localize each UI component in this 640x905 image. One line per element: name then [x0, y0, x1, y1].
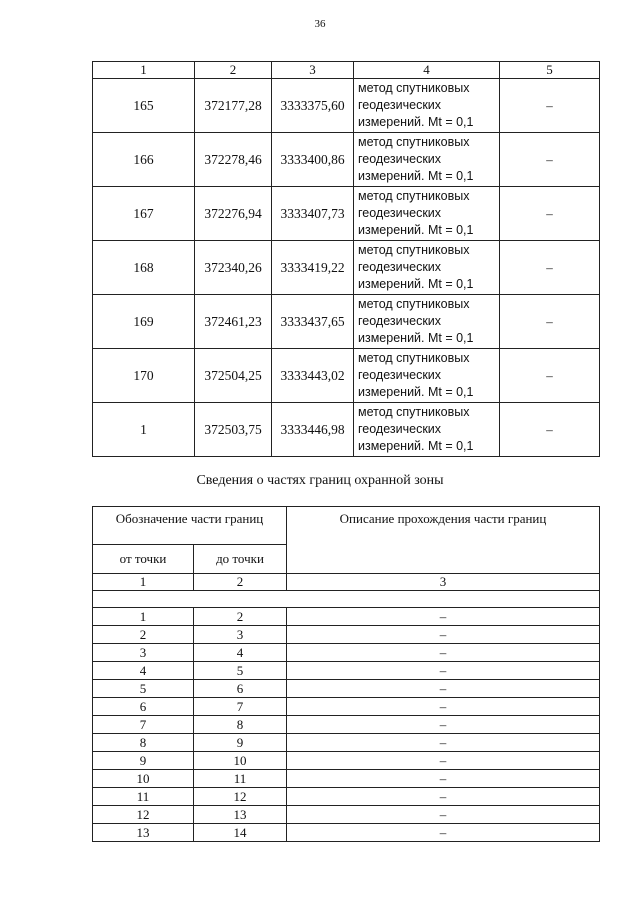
part-description: – [287, 770, 600, 788]
to-point: 7 [194, 698, 287, 716]
note-cell: – [500, 295, 600, 349]
boundary-part-row [93, 644, 600, 662]
boundary-part-row [93, 608, 600, 626]
coordinate-row [93, 403, 600, 457]
coordinate-x: 372340,26 [195, 241, 272, 295]
note-cell: – [500, 403, 600, 457]
coordinate-row [93, 349, 600, 403]
point-number: 170 [93, 349, 195, 403]
coordinate-y: 3333375,60 [272, 79, 354, 133]
method-line: метод спутниковых [358, 405, 470, 419]
designation-header: Обозначение части границ [93, 507, 287, 545]
measurement-method [354, 79, 500, 133]
method-line: измерений. Mt = 0,1 [358, 439, 474, 453]
measurement-method [354, 241, 500, 295]
coordinate-y: 3333419,22 [272, 241, 354, 295]
method-line: измерений. Mt = 0,1 [358, 277, 474, 291]
boundary-part-row [93, 680, 600, 698]
to-point: 2 [194, 608, 287, 626]
page-number: 36 [314, 18, 326, 30]
coordinate-x: 372177,28 [195, 79, 272, 133]
coordinate-row [93, 133, 600, 187]
point-number: 165 [93, 79, 195, 133]
from-point: 5 [93, 680, 194, 698]
from-point-header: от точки [93, 545, 194, 574]
to-point: 13 [194, 806, 287, 824]
boundary-part-row [93, 698, 600, 716]
blank-cell [93, 591, 600, 608]
method-line: метод спутниковых [358, 351, 470, 365]
boundary-parts-table [92, 506, 600, 842]
to-point: 9 [194, 734, 287, 752]
part-description: – [287, 698, 600, 716]
coordinate-x: 372504,25 [195, 349, 272, 403]
to-point: 11 [194, 770, 287, 788]
method-line: измерений. Mt = 0,1 [358, 331, 474, 345]
coordinate-row [93, 295, 600, 349]
coordinate-y: 3333443,02 [272, 349, 354, 403]
from-point: 13 [93, 824, 194, 842]
from-point: 4 [93, 662, 194, 680]
boundary-part-row [93, 752, 600, 770]
coordinate-x: 372276,94 [195, 187, 272, 241]
measurement-method [354, 187, 500, 241]
coordinate-y: 3333400,86 [272, 133, 354, 187]
from-point: 11 [93, 788, 194, 806]
method-line: измерений. Mt = 0,1 [358, 385, 474, 399]
note-cell: – [500, 79, 600, 133]
from-point: 7 [93, 716, 194, 734]
to-point: 6 [194, 680, 287, 698]
from-point: 6 [93, 698, 194, 716]
part-description: – [287, 788, 600, 806]
note-cell: – [500, 349, 600, 403]
boundary-part-row [93, 770, 600, 788]
measurement-method [354, 295, 500, 349]
boundary-part-row [93, 824, 600, 842]
method-line: измерений. Mt = 0,1 [358, 115, 474, 129]
part-description: – [287, 752, 600, 770]
note-cell: – [500, 187, 600, 241]
from-point: 2 [93, 626, 194, 644]
method-line: метод спутниковых [358, 243, 470, 257]
part-description: – [287, 806, 600, 824]
method-line: измерений. Mt = 0,1 [358, 223, 474, 237]
column-number-header: 2 [194, 574, 287, 591]
boundary-part-row [93, 734, 600, 752]
boundary-part-row [93, 788, 600, 806]
description-header: Описание прохождения части границ [287, 507, 600, 574]
note-cell: – [500, 133, 600, 187]
from-point: 8 [93, 734, 194, 752]
to-point: 14 [194, 824, 287, 842]
method-line: метод спутниковых [358, 81, 470, 95]
column-number-header: 1 [93, 62, 195, 79]
boundary-part-row [93, 626, 600, 644]
boundary-part-row [93, 716, 600, 734]
note-cell: – [500, 241, 600, 295]
to-point: 5 [194, 662, 287, 680]
column-number-header: 1 [93, 574, 194, 591]
coordinate-row [93, 241, 600, 295]
part-description: – [287, 680, 600, 698]
from-point: 3 [93, 644, 194, 662]
column-number-header: 3 [272, 62, 354, 79]
coordinates-header-row [93, 62, 600, 79]
measurement-method [354, 403, 500, 457]
part-description: – [287, 824, 600, 842]
from-point: 10 [93, 770, 194, 788]
method-line: геодезических [358, 98, 442, 112]
method-line: геодезических [358, 152, 442, 166]
method-line: геодезических [358, 260, 442, 274]
method-line: метод спутниковых [358, 297, 470, 311]
from-point: 9 [93, 752, 194, 770]
method-line: метод спутниковых [358, 189, 470, 203]
to-point: 8 [194, 716, 287, 734]
part-description: – [287, 716, 600, 734]
column-number-header: 3 [287, 574, 600, 591]
method-line: геодезических [358, 422, 442, 436]
measurement-method [354, 349, 500, 403]
coordinate-y: 3333407,73 [272, 187, 354, 241]
boundary-part-row [93, 662, 600, 680]
part-description: – [287, 662, 600, 680]
from-point: 12 [93, 806, 194, 824]
coordinate-x: 372278,46 [195, 133, 272, 187]
coordinates-table [92, 61, 600, 457]
coordinate-x: 372461,23 [195, 295, 272, 349]
section-title: Сведения о частях границ охранной зоны [196, 473, 444, 488]
part-description: – [287, 644, 600, 662]
to-point: 3 [194, 626, 287, 644]
from-point: 1 [93, 608, 194, 626]
method-line: метод спутниковых [358, 135, 470, 149]
coordinate-row [93, 187, 600, 241]
column-number-header: 4 [354, 62, 500, 79]
method-line: геодезических [358, 314, 442, 328]
column-number-header: 5 [500, 62, 600, 79]
method-line: геодезических [358, 368, 442, 382]
coordinate-y: 3333446,98 [272, 403, 354, 457]
point-number: 1 [93, 403, 195, 457]
point-number: 168 [93, 241, 195, 295]
to-point: 12 [194, 788, 287, 806]
coordinate-row [93, 79, 600, 133]
blank-row [93, 591, 600, 608]
to-point: 4 [194, 644, 287, 662]
method-line: геодезических [358, 206, 442, 220]
point-number: 169 [93, 295, 195, 349]
point-number: 166 [93, 133, 195, 187]
column-number-header: 2 [195, 62, 272, 79]
part-description: – [287, 734, 600, 752]
coordinate-y: 3333437,65 [272, 295, 354, 349]
part-description: – [287, 626, 600, 644]
measurement-method [354, 133, 500, 187]
part-description: – [287, 608, 600, 626]
to-point: 10 [194, 752, 287, 770]
to-point-header: до точки [194, 545, 287, 574]
method-line: измерений. Mt = 0,1 [358, 169, 474, 183]
boundary-part-row [93, 806, 600, 824]
point-number: 167 [93, 187, 195, 241]
coordinate-x: 372503,75 [195, 403, 272, 457]
